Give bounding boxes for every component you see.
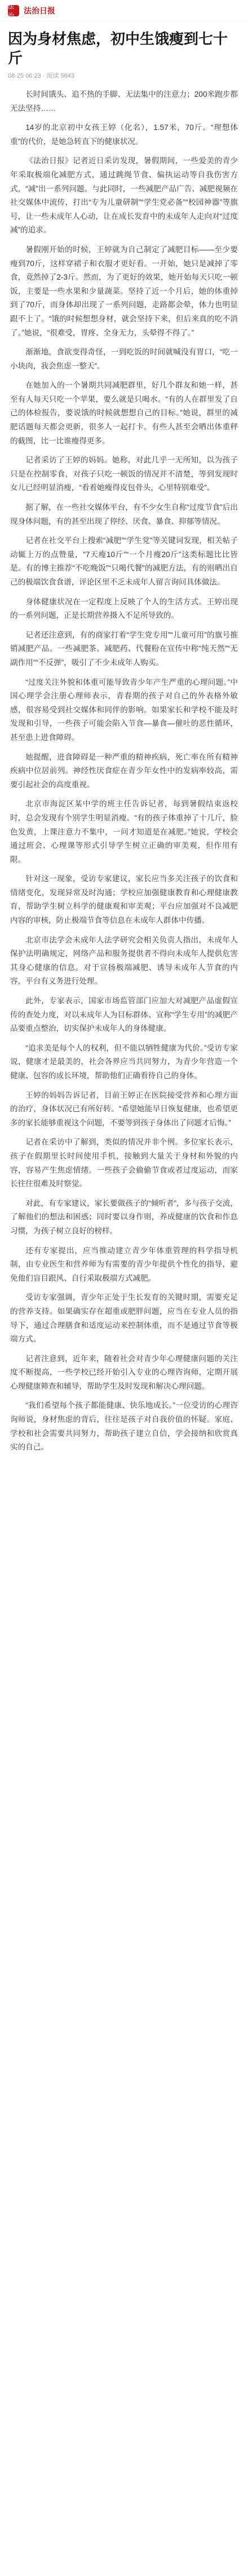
article-paragraph: “过度关注外貌和体重可能导致青少年产生严重的心理问题。”中国心理学会注册心理师表示，青春期的孩子对自己的外表格外敏感，很容易受到社交媒体和同伴的影响。如果家长和学校不能及时发现和引导，一些孩子可能会陷入节食—暴食—催吐的恶性循环，甚至患上进食障碍。 bbox=[10, 677, 238, 742]
article-body bbox=[0, 88, 248, 1455]
article-paragraph: 《法治日报》记者近日采访发现，暑假期间，一些爱美的青少年采取极端化减肥方式，通过跳绳节食、偏执运动等自我伤害方式，“减”出一系列问题。与此同时，一些减肥产品广告、减肥视频在社交媒体中流传，打出“专为儿童研制”“学生党必备”“校园神器”等旗号，让一些未成年人心动，让在成长发育中的未成年人走向对“过度减”的追求。 bbox=[10, 156, 238, 235]
article-paragraph: 针对这一现象，受访专家建议，家长应当多关注孩子的饮食和情绪变化，发现异常及时沟通；学校应加强健康教育和心理健康教育，帮助学生树立科学的健康观和审美观；平台应加强对不良减肥内容的审核，防止极端节食等信息在未成年人群体中传播。 bbox=[10, 874, 238, 925]
article-paragraph: 记者还注意到，有的商家打着“学生党专用”“儿童可用”的旗号推销减肥产品。一些减肥茶、减肥药、代餐粉在宣传中称“纯天然”“无副作用”“不反弹”，吸引了不少未成年人购买。 bbox=[10, 630, 238, 667]
article-paragraph: 在她加入的一个暑期共同减肥群里，好几个群友和她一样，甚至有人每天只吃一个苹果，要么就是只喝水。“有的人在群里发了自己的体检报告，要说饿的时候就想想自己的目标。”她说，群里的减肥话题每天都会更新，很多人一起打卡。有些人甚至会晒出体重秤的截图，比一比谁瘦得更多。 bbox=[10, 381, 238, 445]
brand-logo[interactable]: 法治 bbox=[8, 5, 19, 16]
article-paragraph: 对此，有专家建议，家长要做孩子的“倾听者”，多与孩子交流，了解他们的想法和困惑；同时要以身作则，养成健康的饮食和作息习惯，为孩子树立良好的榜样。 bbox=[10, 1199, 238, 1235]
article-paragraph: 身体健康状况在一定程度上反映了个人的生活方式。王婷出现的一系列问题，正是长期营养摄入不足所导致的。 bbox=[10, 597, 238, 620]
article-paragraph: “追求美是每个人的权利，但不能以牺牲健康为代价。”受访专家说，健康才是最美的，社会各界应当共同努力，为青少年营造一个健康、包容的成长环境，帮助他们正确看待自己的身体。 bbox=[10, 1043, 238, 1080]
article-paragraph: 记者在社交平台上搜索“减肥”“学生党”等关键词发现，相关帖子动辄上万的点赞量，“7天瘦10斤”“一个月瘦20斤”这类标题比比皆是。有的博主推荐“不吃晚饭”“只喝代餐”的减肥方法，有的则晒出自己的极端饮食食谱，评论区里不乏未成年人留言询问具体做法。 bbox=[10, 536, 238, 586]
article-meta: 08-25 06:23 · 阅读 5643 bbox=[8, 73, 75, 79]
article-title: 因为身材焦虑，初中生饿瘦到七十斤 bbox=[8, 30, 228, 66]
article-paragraph: 渐渐地，食欲变得奇怪，一到吃饭的时间就喊没有胃口，“吃一小块肉，我会焦虑一整天”。 bbox=[10, 348, 238, 370]
article-paragraph: “我们希望每个孩子都能健康、快乐地成长。”一位受访的心理咨询师说，身材焦虑的背后，往往是孩子对自我价值的怀疑。家庭、学校和社会需要共同努力，帮助孩子建立自信，学会接纳和欣赏真实的自己。 bbox=[10, 1401, 238, 1452]
article-paragraph: 还有专家提出，应当推动建立青少年体重管理的科学指导机制，由专业医生和营养师为有需要的青少年提供个性化的指导，避免他们盲目跟风、自行采取极端方式减肥。 bbox=[10, 1246, 238, 1282]
article-paragraph: 此外，专家表示，国家市场监管部门应加大对减肥产品虚假宣传的查处力度，对以未成年人为目标群体、宣称“学生专用”的减肥产品要重点整治，切实保护未成年人的身体健康。 bbox=[10, 997, 238, 1033]
article-paragraph: 长时间饿头、追不热的手脚、无法集中的注意力；200米跑步都无法坚持…… bbox=[10, 90, 238, 113]
brand-name[interactable]: 法治日报 bbox=[24, 6, 55, 15]
top-bar bbox=[0, 0, 248, 21]
article-paragraph: 记者采访了王婷的妈妈。她称，对此几乎一无所知，以为孩子只是在控制零食，对孩子只吃一顿饭的情况并不清楚，等到发现时女儿已经明显消瘦，“看着她瘦得皮包骨头，心里特别难受”。 bbox=[10, 456, 238, 492]
article-paragraph: 暑假刚开始的时候，王婷就为自己制定了减肥目标——至少要瘦到70斤，这样穿裙子和衣服才更好看。一开始，她只是减掉了零食，竟然掉了2-3斤。然而，为了更好的效果，她开始每天只吃一顿饭，主要是一些水果和少量蔬菜。坚持了近一个月后，她的体重掉到了70斤，而身体却出现了一系列问题，走路都会晕，体力也明显跟不上了。“饿的时候想想身材，就会坚持下来，但后来真的吃不消了。”她说，“很难受，胃疼、全身无力，头晕得不得了。” bbox=[10, 245, 238, 337]
article-paragraph: 受访专家强调，青少年正处于生长发育的关键时期，需要充足的营养支持。如果确实存在超重或肥胖问题，应当在专业人员的指导下，通过合理膳食和适度运动来控制体重，而不是通过节食等极端方式。 bbox=[10, 1293, 238, 1344]
article-paragraph: 记者在采访中了解到，类似的情况并非个例。多位家长表示，孩子在假期里长时间使用手机，接触到大量关于身材和外貌的内容，容易产生焦虑情绪。一些孩子会偷偷节食或者过度运动，而家长往往很难及时察觉。 bbox=[10, 1138, 238, 1188]
article-paragraph: 记者注意到，近年来，随着社会对青少年心理健康问题的关注度不断提高，一些学校已经开始引入专业的心理咨询师，定期开展心理健康筛查和辅导，帮助学生及时发现和解决心理问题。 bbox=[10, 1354, 238, 1390]
article-paragraph: 据了解，在一些社交媒体平台，有不少女生自称“过度节食”后出现身体问题，有的甚至出现了停经、厌食、暴食、抑郁等情况。 bbox=[10, 503, 238, 526]
article-paragraph: 王婷的妈妈告诉记者，目前王婷正在医院接受营养和心理方面的治疗，身体状况已有所好转。“希望她能早日恢复健康，也希望更多的家长能够重视这个问题，不要等到孩子身体出了问题才后悔。” bbox=[10, 1090, 238, 1127]
article-paragraph: 北京市法学会未成年人法学研究会相关负责人指出，未成年人保护法明确规定，网络产品和服务提供者不得向未成年人提供危害其身心健康的信息。对于宣扬极端减肥、诱导未成年人节食的内容，平台有义务进行处理。 bbox=[10, 935, 238, 986]
article-paragraph: 她提醒，进食障碍是一种严重的精神疾病，死亡率在所有精神疾病中位居前列。神经性厌食症在青少年女性中的发病率较高，需要引起社会的高度重视。 bbox=[10, 752, 238, 789]
article-paragraph: 北京市海淀区某中学的班主任告诉记者，每到暑假结束返校时，总会发现有个别学生明显消瘦。“有的孩子体重掉了十几斤，脸色发黄，上课注意力不集中，一问才知道是在减肥。”她说，学校会通过班会、心理课等形式引导学生树立正确的审美观，但作用有限。 bbox=[10, 800, 238, 864]
article-paragraph: 14岁的北京初中女孩王婷（化名），1.57米，70斤。“理想体重”的代价，是她急转直下的健康状况。 bbox=[10, 123, 238, 146]
